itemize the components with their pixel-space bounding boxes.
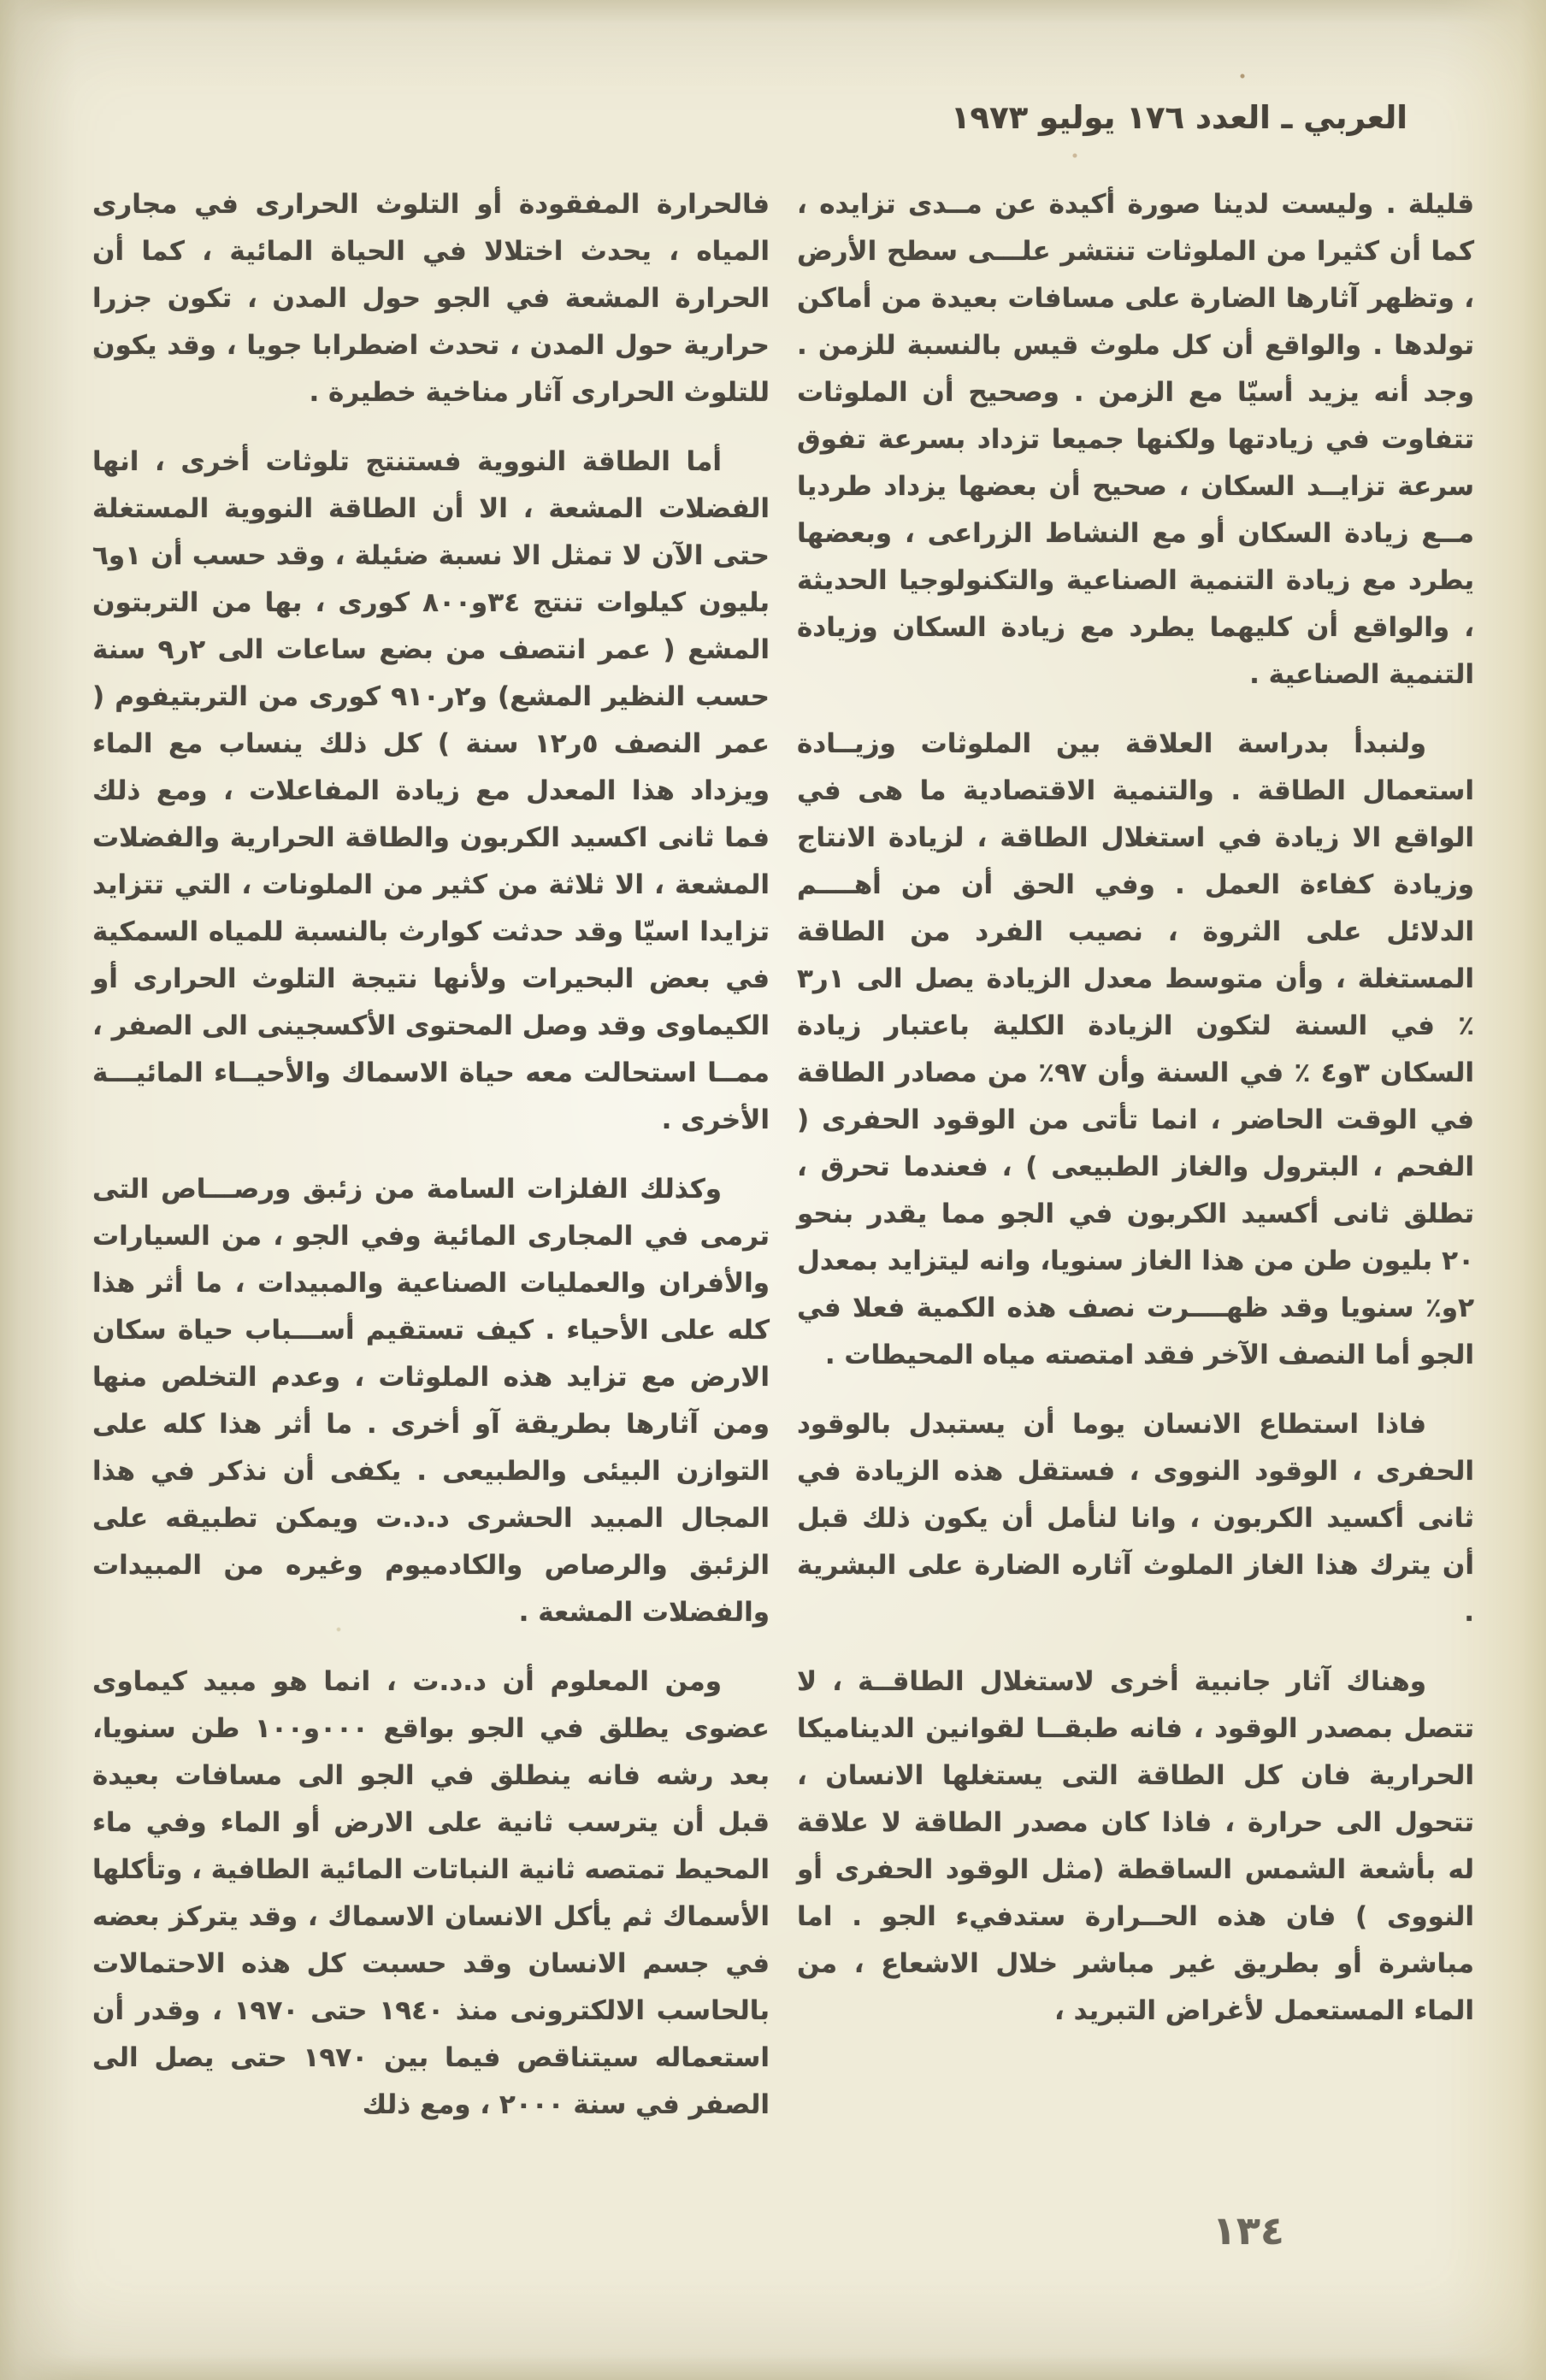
article-paragraph: وكذلك الفلزات السامة من زئبق ورصـــاص التى ترمى في المجارى المائية وفي الجو ، من السيارات والأفران والعمليات الصناعية والمبيدات ، ما أثر هذا كله على الأحياء . كيف تستقيم أســـباب حياة سكان الارض مع تزايد هذه الملوثات ، وعدم التخلص منها ومن آثارها بطريقة آو أخرى . ما أثر هذا كله على التوازن البيئى والطبيعى . يكفى أن نذكر في هذا المجال المبيد الحشرى د.د.ت ويمكن تطبيقه على الزئبق والرصاص والكادميوم وغيره من المبيدات والفضلات المشعة . [92,1174,770,1628]
column-right [797,181,1474,2057]
article-paragraph: فالحرارة المفقودة أو التلوث الحرارى في مجارى المياه ، يحدث اختلالا في الحياة المائية ، كما أن الحرارة المشعة في الجو حول المدن ، تكون جزرا حرارية حول المدن ، تحدث اضطرابا جويا ، وقد يكون للتلوث الحرارى آثار مناخية خطيرة . [92,189,770,408]
column-left [92,181,770,2151]
page-number: ١٣٤ [1212,2207,1284,2253]
article-paragraph: قليلة . وليست لدينا صورة أكيدة عن مــدى تزايده ، كما أن كثيرا من الملوثات تنتشر علـــى سطح الأرض ، وتظهر آثارها الضارة على مسافات بعيدة من أماكن تولدها . والواقع أن كل ملوث قيس بالنسبة للزمن . وجد أنه يزيد أسيّا مع الزمن . وصحيح أن الملوثات تتفاوت في زيادتها ولكنها جميعا تزداد بسرعة تفوق سرعة تزايــد السكان ، صحيح أن بعضها يزداد طرديا مــع زيادة السكان أو مع النشاط الزراعى ، وبعضها يطرد مع زيادة التنمية الصناعية والتكنولوجيا الحديثة ، والواقع أن كليهما يطرد مع زيادة السكان وزيادة التنمية الصناعية . [797,189,1474,690]
issue-header: العربي ـ العدد ١٧٦ يوليو ١٩٧٣ [950,99,1407,136]
article-paragraph: ومن المعلوم أن د.د.ت ، انما هو مبيد كيماوى عضوى يطلق في الجو بواقع ٠٠٠و١٠٠ طن سنويا، بعد رشه فانه ينطلق في الجو الى مسافات بعيدة قبل أن يترسب ثانية على الارض أو الماء وفي ماء المحيط تمتصه ثانية النباتات المائية الطافية ، وتأكلها الأسماك ثم يأكل الانسان الاسماك ، وقد يتركز بعضه في جسم الانسان وقد حسبت كل هذه الاحتمالات بالحاسب الالكترونى منذ ١٩٤٠ حتى ١٩٧٠ ، وقدر أن استعماله سيتناقص فيما بين ١٩٧٠ حتى يصل الى الصفر في سنة ٢٠٠٠ ، ومع ذلك [92,1666,770,2120]
article-paragraph: أما الطاقة النووية فستنتج تلوثات أخرى ، انها الفضلات المشعة ، الا أن الطاقة النووية المستغلة حتى الآن لا تمثل الا نسبة ضئيلة ، وقد حسب أن ١و٦ بليون كيلوات تنتج ٣٤و٨٠٠ كورى ، بها من التربتون المشع ( عمر انتصف من بضع ساعات الى ٢ر٩ سنة حسب النظير المشع) و٢ر٩١٠ كورى من التربتيفوم ( عمر النصف ٥ر١٢ سنة ) كل ذلك ينساب مع الماء ويزداد هذا المعدل مع زيادة المفاعلات ، ومع ذلك فما ثانى اكسيد الكربون والطاقة الحرارية والفضلات المشعة ، الا ثلاثة من كثير من الملونات ، التي تتزايد تزايدا اسيّا وقد حدثت كوارث بالنسبة للمياه السمكية في بعض البحيرات ولأنها نتيجة التلوث الحرارى أو الكيماوى وقد وصل المحتوى الأكسجينى الى الصفر ، ممــا استحالت معه حياة الاسماك والأحيــاء المائيـــة الأخرى . [92,446,770,1135]
article-paragraph: فاذا استطاع الانسان يوما أن يستبدل بالوقود الحفرى ، الوقود النووى ، فستقل هذه الزيادة في ثانى أكسيد الكربون ، وانا لنأمل أن يكون ذلك قبل أن يترك هذا الغاز الملوث آثاره الضارة على البشرية . [797,1409,1474,1628]
article-paragraph: وهناك آثار جانبية أخرى لاستغلال الطاقــة ، لا تتصل بمصدر الوقود ، فانه طبقــا لقوانين الديناميكا الحرارية فان كل الطاقة التى يستغلها الانسان ، تتحول الى حرارة ، فاذا كان مصدر الطاقة لا علاقة له بأشعة الشمس الساقطة (مثل الوقود الحفرى أو النووى ) فان هذه الحــرارة ستدفيء الجو . اما مباشرة أو بطريق غير مباشر خلال الاشعاع ، من الماء المستعمل لأغراض التبريد ، [797,1666,1474,2026]
article-paragraph: ولنبدأ بدراسة العلاقة بين الملوثات وزيــادة استعمال الطاقة . والتنمية الاقتصادية ما هى في الواقع الا زيادة في استغلال الطاقة ، لزيادة الانتاج وزيادة كفاءة العمل . وفي الحق أن من أهــــم الدلائل على الثروة ، نصيب الفرد من الطاقة المستغلة ، وأن متوسط معدل الزيادة يصل الى ١ر٣ ٪ في السنة لتكون الزيادة الكلية باعتبار زيادة السكان ٣و٤ ٪ في السنة وأن ٩٧٪ من مصادر الطاقة في الوقت الحاضر ، انما تأتى من الوقود الحفرى ( الفحم ، البترول والغاز الطبيعى ) ، فعندما تحرق ، تطلق ثانى أكسيد الكربون في الجو مما يقدر بنحو ٢٠ بليون طن من هذا الغاز سنويا، وانه ليتزايد بمعدل ٢و٪ سنويا وقد ظهــــرت نصف هذه الكمية فعلا في الجو أما النصف الآخر فقد امتصته مياه المحيطات . [797,728,1474,1370]
